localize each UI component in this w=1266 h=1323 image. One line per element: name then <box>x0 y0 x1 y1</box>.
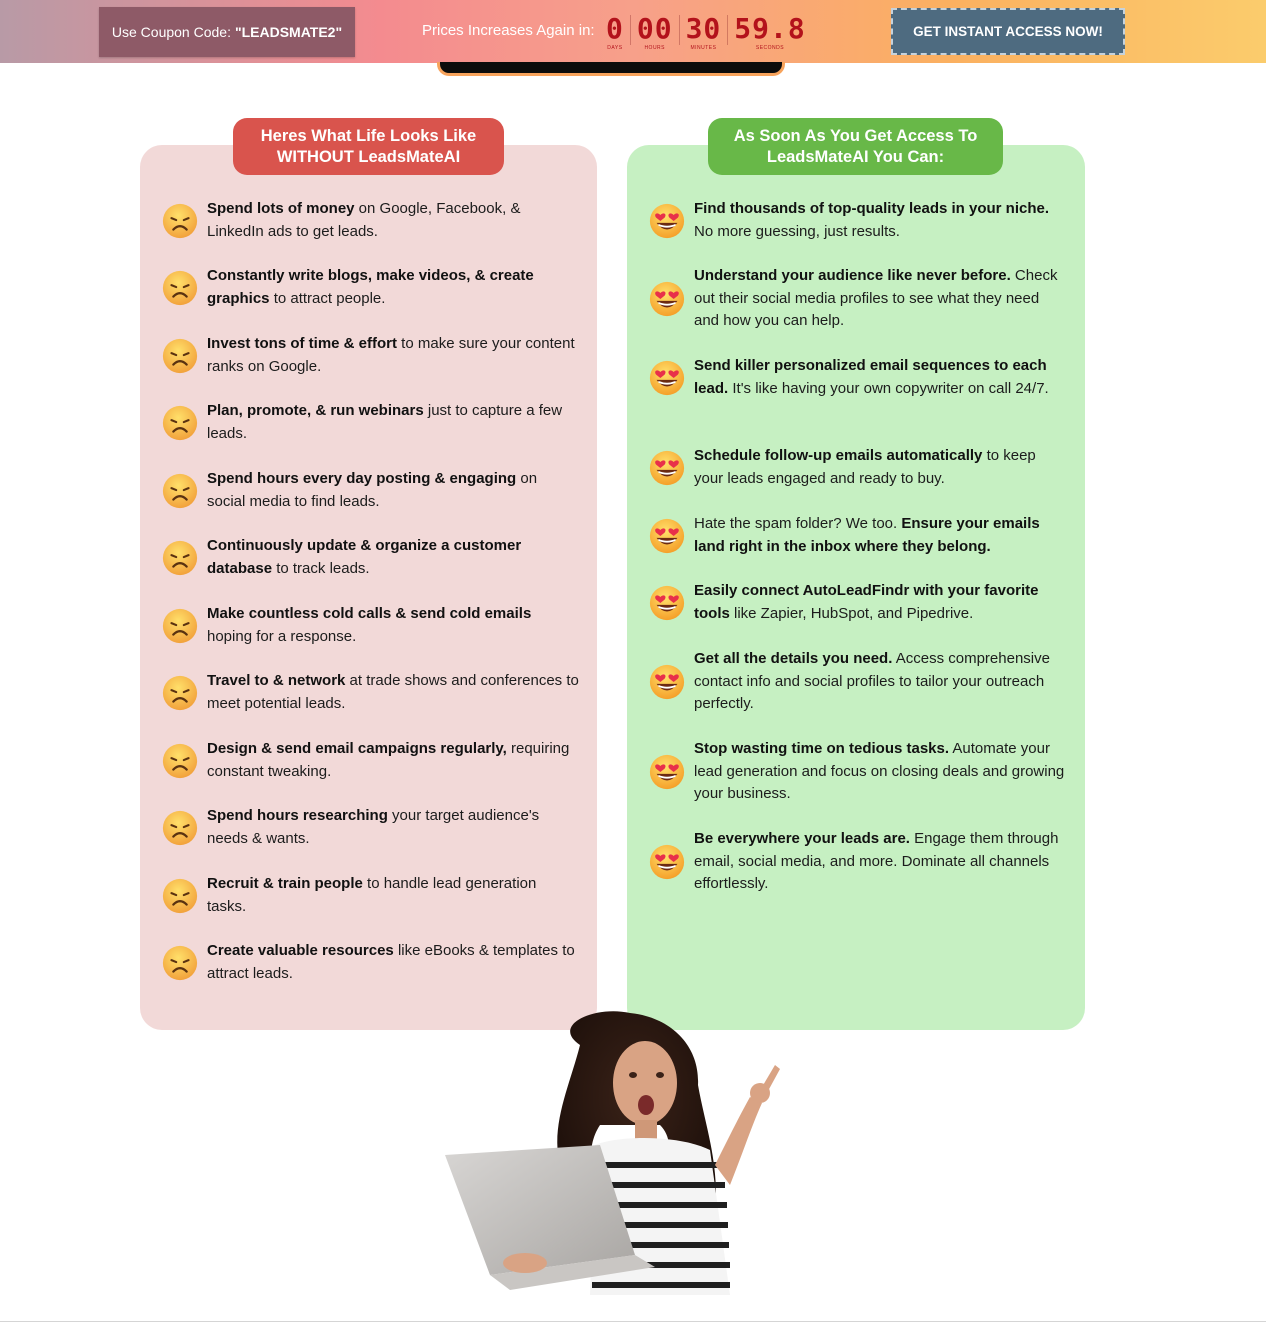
list-item <box>648 828 1066 896</box>
timer-seconds-label: SECONDS <box>755 45 785 51</box>
page-bottom-divider <box>0 1321 1266 1322</box>
list-item <box>648 738 1066 806</box>
list-item <box>161 940 579 985</box>
list-item-text <box>694 265 1066 333</box>
list-item-text <box>694 648 1066 716</box>
list-item-text <box>694 513 1066 558</box>
list-item-rest: to attract people. <box>269 289 386 307</box>
timer-divider <box>630 15 631 45</box>
list-item-rest: to make sure your content ranks on Google. <box>207 335 575 375</box>
list-item-bold: Schedule follow-up emails automatically <box>694 447 983 464</box>
timer-minutes-value: 30 <box>685 12 722 45</box>
top-promo-bar <box>0 0 1266 63</box>
list-item-rest: on social media to find leads. <box>207 470 538 510</box>
without-heading-line1: Heres What Life Looks Like <box>260 126 477 145</box>
list-item <box>161 535 579 580</box>
sad-face-icon <box>161 674 199 712</box>
timer-hours <box>637 12 673 51</box>
list-item-text <box>694 198 1066 243</box>
section-divider-bar <box>437 62 785 76</box>
list-item-text <box>207 805 579 850</box>
coupon-code: "LEADSMATE2" <box>234 24 343 40</box>
list-item-bold: Create valuable resources <box>207 942 394 959</box>
list-item-lead: Hate the spam folder? We too. <box>694 515 902 532</box>
list-item-text <box>207 535 579 580</box>
timer-seconds-value: 59.8 <box>734 12 806 45</box>
list-item <box>161 670 579 715</box>
list-item-rest: at trade shows and conferences to meet potential leads. <box>207 672 579 712</box>
without-heading-pill <box>233 118 504 175</box>
list-item-bold: Recruit & train people <box>207 875 363 892</box>
sad-face-icon <box>161 472 199 510</box>
list-item-bold: Be everywhere your leads are. <box>694 830 910 847</box>
list-item-rest: to track leads. <box>272 559 370 577</box>
list-item-bold: Invest tons of time & effort <box>207 335 398 352</box>
sad-face-icon <box>161 539 199 577</box>
sad-face-icon <box>161 809 199 847</box>
with-heading-pill <box>708 118 1003 175</box>
list-item-rest: It's like having your own copywriter on call 24/7. <box>728 379 1049 397</box>
list-item-rest: on Google, Facebook, & LinkedIn ads to get leads. <box>207 200 521 240</box>
list-item-text <box>207 738 579 783</box>
list-item-rest: to keep your leads engaged and ready to buy. <box>694 447 1036 487</box>
list-item <box>648 265 1066 333</box>
list-item <box>648 580 1066 625</box>
timer-days <box>606 12 624 51</box>
heart-eyes-icon <box>648 202 686 240</box>
list-item-bold: Spend hours every day posting & engaging <box>207 470 517 487</box>
sad-face-icon <box>161 944 199 982</box>
timer-seconds <box>734 12 805 51</box>
list-item-text <box>694 355 1066 400</box>
timer-minutes-label: MINUTES <box>690 45 717 51</box>
list-item-rest: requiring constant tweaking. <box>207 740 570 780</box>
sad-face-icon <box>161 607 199 645</box>
list-item <box>161 805 579 850</box>
list-item-rest: your target audience's needs & wants. <box>207 807 540 847</box>
coupon-banner <box>99 7 355 57</box>
timer-days-label: DAYS <box>607 45 623 51</box>
list-item-bold: Plan, promote, & run webinars <box>207 402 424 419</box>
list-item-text <box>694 445 1066 490</box>
timer-divider <box>727 15 728 45</box>
list-item-bold: Travel to & network <box>207 672 346 689</box>
sad-face-icon <box>161 202 199 240</box>
sad-face-icon <box>161 742 199 780</box>
list-item-bold: Ensure your emails land right in the inbox where they belong. <box>694 515 1040 555</box>
list-item-rest: to handle lead generation tasks. <box>207 875 537 915</box>
list-item-rest: hoping for a response. <box>207 627 357 645</box>
sad-face-icon <box>161 337 199 375</box>
list-item-bold: Stop wasting time on tedious tasks. <box>694 740 950 757</box>
with-heading-line2: LeadsMateAI You Can: <box>766 147 945 166</box>
list-item <box>161 873 579 918</box>
list-item-rest: like Zapier, HubSpot, and Pipedrive. <box>729 604 974 622</box>
list-item-bold: Spend hours researching <box>207 807 388 824</box>
list-item-bold: Constantly write blogs, make videos, & create graphics <box>207 267 534 307</box>
list-item-text <box>694 738 1066 806</box>
list-item <box>648 198 1066 243</box>
list-item-text <box>207 603 579 648</box>
timer-divider <box>679 15 680 45</box>
list-item-bold: Find thousands of top-quality leads in your niche. <box>694 200 1050 217</box>
heart-eyes-icon <box>648 449 686 487</box>
list-item-text <box>207 400 579 445</box>
list-item <box>161 265 579 310</box>
heart-eyes-icon <box>648 584 686 622</box>
heart-eyes-icon <box>648 753 686 791</box>
timer-minutes <box>686 12 722 51</box>
list-item-rest: like eBooks & templates to attract leads. <box>207 942 575 982</box>
list-item <box>161 468 579 513</box>
list-item <box>161 400 579 445</box>
price-increase-label: Prices Increases Again in: <box>422 22 595 39</box>
list-item-bold: Make countless cold calls & send cold emails <box>207 605 532 622</box>
list-item-text <box>207 265 579 310</box>
list-item-text <box>207 468 579 513</box>
list-item-text <box>207 333 579 378</box>
list-item <box>161 603 579 648</box>
heart-eyes-icon <box>648 663 686 701</box>
sad-face-icon <box>161 404 199 442</box>
list-item <box>648 355 1066 400</box>
list-item-rest: Engage them through email, social media, and more. Dominate all channels effortlessly. <box>694 830 1059 892</box>
list-item <box>648 445 1066 490</box>
list-item-bold: Continuously update & organize a customer database <box>207 537 522 577</box>
sad-face-icon <box>161 877 199 915</box>
coupon-prefix: Use Coupon Code: <box>111 24 231 40</box>
list-item-rest: Check out their social media profiles to see what they need and how you can help. <box>694 267 1058 329</box>
list-item-bold: Spend lots of money <box>207 200 355 217</box>
list-item-text <box>207 940 579 985</box>
list-item-bold: Send killer personalized email sequences to each lead. <box>694 357 1047 397</box>
list-item-text <box>207 198 579 243</box>
list-item <box>161 333 579 378</box>
timer-hours-value: 00 <box>636 12 673 45</box>
list-item-text <box>694 580 1066 625</box>
list-item <box>648 513 1066 558</box>
with-heading-line1: As Soon As You Get Access To <box>733 126 978 145</box>
list-item-bold: Easily connect AutoLeadFindr with your favorite tools <box>694 582 1039 622</box>
list-item-rest: Automate your lead generation and focus on closing deals and growing your business. <box>694 740 1065 802</box>
list-item <box>161 198 579 243</box>
heart-eyes-icon <box>648 359 686 397</box>
sad-face-icon <box>161 269 199 307</box>
list-item-bold: Get all the details you need. <box>694 650 893 667</box>
woman-with-laptop-image <box>430 1005 790 1305</box>
list-item-rest: Access comprehensive contact info and social profiles to tailor your outreach perfectly. <box>694 650 1050 712</box>
heart-eyes-icon <box>648 280 686 318</box>
list-item-bold: Design & send email campaigns regularly, <box>207 740 507 757</box>
list-item <box>648 648 1066 716</box>
list-item <box>161 738 579 783</box>
list-item-bold: Understand your audience like never before. <box>694 267 1011 284</box>
list-item-text <box>694 828 1066 896</box>
list-item-rest: just to capture a few leads. <box>207 402 563 442</box>
without-heading-line2: WITHOUT LeadsMateAI <box>276 147 461 166</box>
timer-hours-label: HOURS <box>644 45 665 51</box>
heart-eyes-icon <box>648 843 686 881</box>
list-item-text <box>207 670 579 715</box>
countdown-timer <box>606 12 806 52</box>
list-item-text <box>207 873 579 918</box>
get-instant-access-button[interactable]: GET INSTANT ACCESS NOW! <box>891 8 1125 55</box>
timer-days-value: 0 <box>606 12 624 45</box>
heart-eyes-icon <box>648 517 686 555</box>
list-item-rest: No more guessing, just results. <box>694 222 900 240</box>
